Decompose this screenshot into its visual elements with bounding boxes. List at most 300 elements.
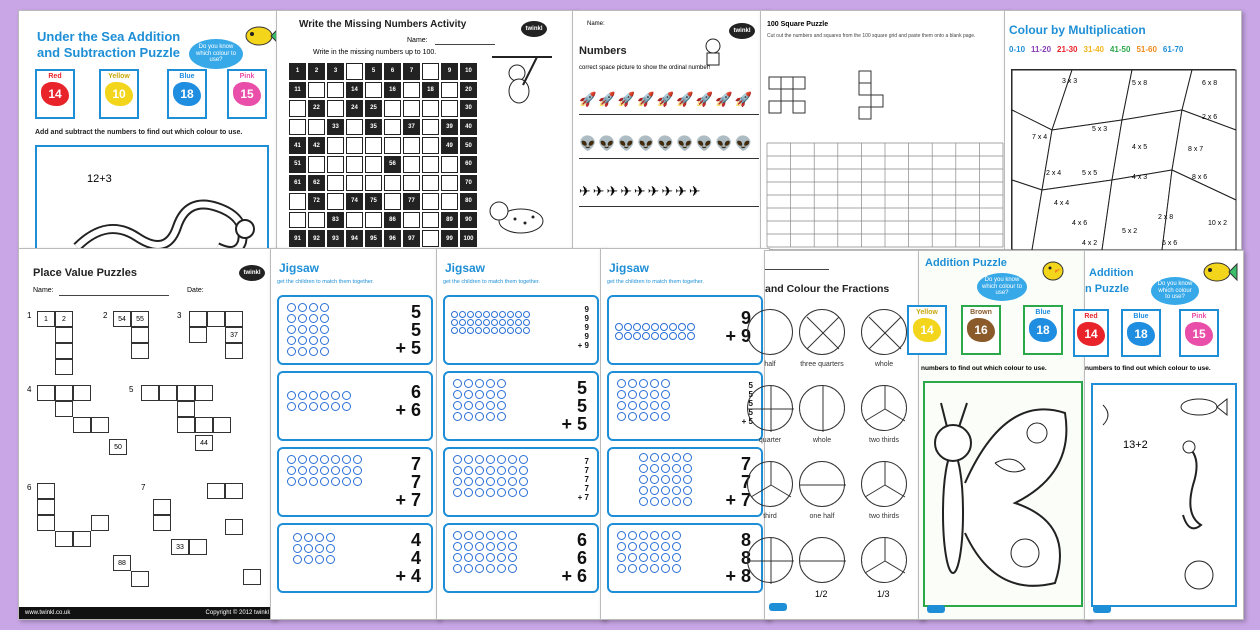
hundred-square-cell: 16 bbox=[384, 82, 401, 99]
hundred-square-cell: 7 bbox=[403, 63, 420, 80]
ordinal-name-label: Name: bbox=[587, 21, 605, 27]
hundred-square-grid bbox=[289, 63, 477, 247]
sea2-title-line2: n Puzzle bbox=[1085, 283, 1130, 295]
hundred-square-cell: 80 bbox=[460, 193, 477, 210]
worksheet-fractions[interactable] bbox=[758, 250, 924, 620]
mult-title: Colour by Multiplication bbox=[1009, 23, 1146, 37]
pv-cell bbox=[55, 385, 73, 401]
dot-group bbox=[453, 455, 528, 497]
hundred-square-cell: 61 bbox=[289, 175, 306, 192]
pv-cell bbox=[195, 417, 213, 433]
jigsaw-sum: 4 4 + 4 bbox=[395, 530, 421, 586]
hundred-square-cell[interactable] bbox=[365, 156, 382, 173]
hundred-square-cell[interactable] bbox=[422, 63, 439, 80]
sea-picture-frame bbox=[35, 145, 269, 255]
hundred-square-cell: 3 bbox=[327, 63, 344, 80]
fraction-label: whole bbox=[812, 437, 832, 444]
dot-group bbox=[451, 311, 530, 334]
hundred-square-cell: 94 bbox=[346, 230, 363, 247]
leopard-illustration bbox=[485, 191, 549, 241]
worksheet-jigsaw-2[interactable] bbox=[436, 248, 606, 620]
hundred-square-cell: 96 bbox=[384, 230, 401, 247]
pv-cell bbox=[131, 343, 149, 359]
pv-cell: 44 bbox=[195, 435, 213, 451]
hundred-square-cell[interactable] bbox=[403, 82, 420, 99]
hundred-square-cell: 50 bbox=[460, 137, 477, 154]
hundred-square-cell[interactable] bbox=[346, 156, 363, 173]
hundred-square-cell[interactable] bbox=[346, 63, 363, 80]
hundred-square-cell[interactable] bbox=[441, 175, 458, 192]
pv-cell bbox=[131, 571, 149, 587]
fraction-circle bbox=[861, 461, 907, 507]
dot-group bbox=[287, 391, 351, 411]
puzzle-number: 2 bbox=[103, 311, 108, 320]
pv-cell bbox=[189, 311, 207, 327]
hundred-square-cell[interactable] bbox=[308, 212, 325, 229]
jigsaw-row bbox=[607, 295, 763, 365]
puzzle-number: 3 bbox=[177, 311, 182, 320]
fraction-label: two thirds bbox=[869, 513, 899, 520]
missing-name-label: Name: bbox=[407, 37, 428, 44]
hundred-square-cell[interactable] bbox=[365, 175, 382, 192]
pv-cell: 37 bbox=[225, 327, 243, 343]
missing-name-line bbox=[435, 44, 495, 45]
pv-cell bbox=[225, 519, 243, 535]
fraction-circle bbox=[747, 537, 793, 583]
hundred-square-cell[interactable] bbox=[422, 100, 439, 117]
dot-group bbox=[453, 531, 517, 573]
hundred-square-cell[interactable] bbox=[327, 100, 344, 117]
hundred-square-cell: 95 bbox=[365, 230, 382, 247]
hundred-square-cell[interactable] bbox=[365, 137, 382, 154]
fish-icon bbox=[243, 23, 279, 49]
hundred-square-cell: 83 bbox=[327, 212, 344, 229]
hundred-square-cell: 1 bbox=[289, 63, 306, 80]
sea2-speech-bubble: Do you know which colour to use? bbox=[1151, 277, 1199, 305]
hundred-square-cell[interactable] bbox=[346, 175, 363, 192]
hundred-square-cell: 35 bbox=[365, 119, 382, 136]
mult-cell-label: 6 x 6 bbox=[1162, 240, 1178, 247]
hundred-square-cell: 22 bbox=[308, 100, 325, 117]
place-date-label: Date: bbox=[187, 287, 204, 294]
mult-cell-label: 4 x 4 bbox=[1054, 200, 1070, 207]
hundred-square-cell[interactable] bbox=[308, 156, 325, 173]
sea2-title-line1: Addition bbox=[1089, 267, 1134, 279]
mult-cell-label: 5 x 8 bbox=[1132, 80, 1148, 87]
hundred-square-cell: 97 bbox=[403, 230, 420, 247]
hundred-square-cell: 6 bbox=[384, 63, 401, 80]
puzzle-number: 5 bbox=[129, 385, 134, 394]
jigsaw-instruction: get the children to match them together. bbox=[443, 279, 540, 285]
pv-cell bbox=[195, 385, 213, 401]
sea-instruction: Add and subtract the numbers to find out which colour to use. bbox=[35, 129, 243, 136]
hundred-square-cell: 42 bbox=[308, 137, 325, 154]
pv-cell bbox=[177, 385, 195, 401]
mult-cell-label: 7 x 4 bbox=[1032, 134, 1048, 141]
sea2-instruction: numbers to find out which colour to use. bbox=[1085, 365, 1211, 372]
jigsaw-sum: 5 5 + 5 bbox=[561, 378, 587, 434]
ordinal-row-planes: ✈✈✈✈✈✈✈✈✈ bbox=[579, 183, 759, 207]
hundred-square-cell: 90 bbox=[460, 212, 477, 229]
mult-cell-label: 8 x 7 bbox=[1188, 146, 1204, 153]
place-name-line bbox=[59, 295, 169, 296]
jigsaw-row bbox=[443, 523, 599, 593]
pv-cell bbox=[131, 327, 149, 343]
puzzle-number: 1 bbox=[27, 311, 32, 320]
fraction-circle bbox=[799, 309, 845, 355]
butterfly-title: Addition Puzzle bbox=[925, 257, 1007, 269]
dot-group bbox=[293, 533, 335, 564]
pv-cell bbox=[153, 515, 171, 531]
mult-cell-label: 10 x 2 bbox=[1208, 220, 1228, 227]
fraction-circle bbox=[799, 461, 845, 507]
mult-range-label: 31-40 bbox=[1083, 45, 1104, 54]
worksheet-butterfly-puzzle[interactable] bbox=[918, 250, 1090, 620]
hundred-square-cell: 39 bbox=[441, 119, 458, 136]
pv-cell bbox=[159, 385, 177, 401]
hundred-square-cell[interactable] bbox=[441, 193, 458, 210]
hundred-square-cell: 89 bbox=[441, 212, 458, 229]
sea-title-line1: Under the Sea Addition bbox=[37, 29, 181, 44]
missing-instruction: Write in the missing numbers up to 100. bbox=[313, 49, 437, 56]
mult-cell-label: 4 x 5 bbox=[1132, 144, 1148, 151]
fraction-label: quarter bbox=[758, 437, 782, 444]
jigsaw-sum: 5 5 + 5 bbox=[395, 302, 421, 358]
jigsaw-sum: 7 7 + 7 bbox=[725, 454, 751, 510]
hundred-square-cell: 60 bbox=[460, 156, 477, 173]
hundred-square-cell: 14 bbox=[346, 82, 363, 99]
jigsaw-row bbox=[607, 523, 763, 593]
jigsaw-sum: 8 8 + 8 bbox=[725, 530, 751, 586]
fractions-name-line bbox=[765, 269, 829, 270]
ordinal-row-rockets: 🚀🚀🚀🚀🚀🚀🚀🚀🚀 bbox=[579, 91, 759, 115]
hundred-square-cell[interactable] bbox=[403, 156, 420, 173]
hundred-square-cell[interactable] bbox=[403, 100, 420, 117]
pv-cell: 54 bbox=[113, 311, 131, 327]
fraction-circle bbox=[861, 385, 907, 431]
hundred-square-cell: 100 bbox=[460, 230, 477, 247]
hundred-square-cell[interactable] bbox=[441, 82, 458, 99]
hundred-square-cell[interactable] bbox=[384, 119, 401, 136]
hundred-square-cell: 40 bbox=[460, 119, 477, 136]
hundred-square-cell: 77 bbox=[403, 193, 420, 210]
hundred-square-cell[interactable] bbox=[365, 212, 382, 229]
worksheet-sea-puzzle[interactable] bbox=[18, 10, 280, 250]
mult-cell-label: 8 x 6 bbox=[1192, 174, 1208, 181]
jigsaw-row bbox=[443, 447, 599, 517]
hundred-square-cell: 70 bbox=[460, 175, 477, 192]
pv-cell: 55 bbox=[131, 311, 149, 327]
pv-cell bbox=[177, 417, 195, 433]
fraction-circle bbox=[799, 537, 845, 583]
snake-illustration bbox=[67, 187, 267, 257]
puzzle-number: 7 bbox=[141, 483, 146, 492]
jigsaw-sum-small: 7 7 7 7 + 7 bbox=[577, 457, 589, 502]
hundred-square-cell[interactable] bbox=[289, 212, 306, 229]
mult-range-label: 21-30 bbox=[1057, 45, 1078, 54]
fraction-circle bbox=[861, 537, 907, 583]
hundred-square-cell[interactable] bbox=[384, 175, 401, 192]
colour-key-pink: Pink 15 bbox=[227, 69, 267, 119]
jigsaw-sum: 6 6 + 6 bbox=[561, 530, 587, 586]
pv-cell bbox=[37, 483, 55, 499]
pv-cell: 88 bbox=[113, 555, 131, 571]
mult-cell-label: 6 x 8 bbox=[1202, 80, 1218, 87]
hundred-square-cell: 49 bbox=[441, 137, 458, 154]
colour-key-blue: Blue 18 bbox=[167, 69, 207, 119]
pv-cell bbox=[225, 343, 243, 359]
worksheet-place-value-puzzles[interactable] bbox=[18, 248, 276, 620]
pv-cell bbox=[73, 531, 91, 547]
worksheet-jigsaw-1[interactable] bbox=[270, 248, 440, 620]
hundred-square-cell[interactable] bbox=[327, 137, 344, 154]
hundred-square-cell[interactable] bbox=[422, 212, 439, 229]
square-title: 100 Square Puzzle bbox=[767, 21, 829, 28]
pv-cell bbox=[55, 401, 73, 417]
worksheet-sea-addition-puzzle[interactable] bbox=[1084, 250, 1244, 620]
square-instruction: Cut out the numbers and squares from the 100 square grid and paste them onto a blank page. bbox=[767, 33, 976, 39]
hundred-square-cell[interactable] bbox=[422, 193, 439, 210]
hundred-square-cell: 91 bbox=[289, 230, 306, 247]
mult-cell-label: 2 x 6 bbox=[1202, 114, 1218, 121]
hundred-square-cell[interactable] bbox=[422, 230, 439, 247]
mult-range-label: 61-70 bbox=[1162, 45, 1184, 54]
hundred-square-cell[interactable] bbox=[441, 156, 458, 173]
hundred-square-cell[interactable] bbox=[403, 212, 420, 229]
hundred-square-cell[interactable] bbox=[308, 119, 325, 136]
fish-icon bbox=[1201, 259, 1237, 285]
twinkl-footer-logo bbox=[927, 605, 945, 613]
mosaic-shapes bbox=[1012, 70, 1236, 250]
footer-website[interactable]: www.twinkl.co.uk bbox=[25, 610, 71, 616]
twinkl-logo: twinkl bbox=[521, 21, 547, 37]
mult-range-label: 41-50 bbox=[1109, 45, 1131, 54]
dot-group bbox=[617, 531, 681, 573]
hundred-square-cell: 30 bbox=[460, 100, 477, 117]
place-footer bbox=[19, 607, 275, 619]
jigsaw-row bbox=[607, 447, 763, 517]
hundred-square-cell[interactable] bbox=[327, 82, 344, 99]
hundred-square-cell: 25 bbox=[365, 100, 382, 117]
place-title: Place Value Puzzles bbox=[33, 267, 137, 279]
butterfly-picture-frame bbox=[923, 381, 1083, 607]
hundred-square-cell[interactable] bbox=[327, 193, 344, 210]
twinkl-footer-logo bbox=[769, 603, 787, 611]
worksheet-jigsaw-3[interactable] bbox=[600, 248, 770, 620]
pv-cell bbox=[37, 515, 55, 531]
dot-group bbox=[617, 379, 670, 421]
dot-group bbox=[287, 455, 362, 486]
astronaut-illustration bbox=[701, 37, 725, 67]
pv-cell bbox=[91, 515, 109, 531]
hundred-square-cell[interactable] bbox=[289, 100, 306, 117]
ordinal-instruction: correct space picture to show the ordinal number! bbox=[579, 65, 711, 71]
mult-range-label: 11-20 bbox=[1031, 45, 1052, 54]
mult-cell-label: 4 x 6 bbox=[1072, 220, 1088, 227]
hundred-square-cell[interactable] bbox=[346, 119, 363, 136]
colour-key-blue: Blue 18 bbox=[1023, 305, 1063, 355]
pv-cell bbox=[55, 531, 73, 547]
colour-key-blue: Blue 18 bbox=[1121, 309, 1161, 357]
fraction-circle bbox=[747, 461, 793, 507]
pv-cell bbox=[91, 417, 109, 433]
pv-cell: 33 bbox=[171, 539, 189, 555]
hundred-square-cell[interactable] bbox=[289, 193, 306, 210]
puzzle-pieces bbox=[769, 71, 909, 141]
hundred-square-cell: 75 bbox=[365, 193, 382, 210]
hundred-square-cell: 62 bbox=[308, 175, 325, 192]
pv-cell bbox=[189, 539, 207, 555]
jigsaw-title: Jigsaw bbox=[609, 261, 650, 275]
hundred-square-cell: 72 bbox=[308, 193, 325, 210]
mult-range-label: 0-10 bbox=[1009, 45, 1026, 54]
twinkl-footer-logo bbox=[1093, 605, 1111, 613]
dot-group bbox=[453, 379, 506, 421]
hundred-square-cell: 20 bbox=[460, 82, 477, 99]
jigsaw-title: Jigsaw bbox=[279, 261, 320, 275]
worksheet-ordinal-numbers[interactable] bbox=[572, 10, 770, 250]
hundred-square-cell: 10 bbox=[460, 63, 477, 80]
bird-icon bbox=[1039, 255, 1067, 283]
colour-key-yellow: Yellow 10 bbox=[99, 69, 139, 119]
jigsaw-row bbox=[277, 371, 433, 441]
hundred-square-cell[interactable] bbox=[441, 100, 458, 117]
fraction-label: third bbox=[763, 513, 777, 520]
pv-cell bbox=[55, 343, 73, 359]
pv-cell: 2 bbox=[55, 311, 73, 327]
hundred-square-cell: 93 bbox=[327, 230, 344, 247]
hundred-square-cell[interactable] bbox=[346, 137, 363, 154]
fraction-half: 1/2 bbox=[815, 589, 828, 599]
mult-cell-label: 2 x 4 bbox=[1046, 170, 1062, 177]
fraction-third: 1/3 bbox=[877, 589, 890, 599]
hundred-square-cell[interactable] bbox=[422, 119, 439, 136]
hundred-square-cell[interactable] bbox=[403, 175, 420, 192]
pv-cell bbox=[73, 417, 91, 433]
hundred-square-cell: 41 bbox=[289, 137, 306, 154]
fraction-circle bbox=[747, 309, 793, 355]
twinkl-logo: twinkl bbox=[239, 265, 265, 281]
worksheet-missing-numbers[interactable] bbox=[276, 10, 578, 250]
butterfly-instruction: numbers to find out which colour to use. bbox=[921, 365, 1047, 372]
hundred-square-cell: 51 bbox=[289, 156, 306, 173]
hundred-square-cell: 99 bbox=[441, 230, 458, 247]
fraction-circle bbox=[861, 309, 907, 355]
hundred-square-cell: 2 bbox=[308, 63, 325, 80]
ordinal-row-aliens: 👽👽👽👽👽👽👽👽👽 bbox=[579, 135, 759, 159]
pv-cell bbox=[55, 359, 73, 375]
mult-cell-label: 2 x 8 bbox=[1158, 214, 1174, 221]
colour-key-red: Red 14 bbox=[35, 69, 75, 119]
fraction-label: three quarters bbox=[800, 361, 844, 368]
fraction-label: whole bbox=[874, 361, 894, 368]
pv-cell bbox=[189, 327, 207, 343]
colour-key-red: Red 14 bbox=[1073, 309, 1109, 357]
jigsaw-sum: 7 7 + 7 bbox=[395, 454, 421, 510]
jigsaw-instruction: get the children to match them together. bbox=[607, 279, 704, 285]
sea-speech-bubble: Do you know which colour to use? bbox=[189, 39, 243, 69]
twinkl-logo: twinkl bbox=[729, 23, 755, 39]
butterfly-speech-bubble: Do you know which colour to use? bbox=[977, 273, 1027, 301]
jigsaw-row bbox=[443, 371, 599, 441]
jigsaw-row bbox=[443, 295, 599, 365]
pv-cell: 1 bbox=[37, 311, 55, 327]
jigsaw-title: Jigsaw bbox=[445, 261, 486, 275]
monkey-illustration bbox=[487, 51, 557, 111]
pv-cell bbox=[37, 499, 55, 515]
hundred-square-cell: 9 bbox=[441, 63, 458, 80]
mult-cell-label: 4 x 3 bbox=[1132, 174, 1148, 181]
hundred-square-cell[interactable] bbox=[384, 100, 401, 117]
hundred-square-cell[interactable] bbox=[289, 119, 306, 136]
hundred-square-cell: 24 bbox=[346, 100, 363, 117]
jigsaw-row bbox=[277, 295, 433, 365]
hundred-square-cell[interactable] bbox=[403, 137, 420, 154]
colour-key-yellow: Yellow 14 bbox=[907, 305, 947, 355]
hundred-square-cell: 11 bbox=[289, 82, 306, 99]
pv-cell bbox=[37, 385, 55, 401]
hundred-square-cell: 92 bbox=[308, 230, 325, 247]
fraction-circle bbox=[799, 385, 845, 431]
pv-cell bbox=[207, 483, 225, 499]
colour-key-pink: Pink 15 bbox=[1179, 309, 1219, 357]
ordinal-title: Numbers bbox=[579, 45, 627, 57]
pv-cell: 50 bbox=[109, 439, 127, 455]
hundred-square-cell[interactable] bbox=[346, 212, 363, 229]
fraction-label: one half bbox=[809, 513, 835, 520]
hundred-square-cell: 37 bbox=[403, 119, 420, 136]
mult-range-key bbox=[1009, 45, 1183, 54]
missing-title: Write the Missing Numbers Activity bbox=[299, 19, 467, 30]
hundred-square-cell[interactable] bbox=[327, 156, 344, 173]
hundred-square-cell[interactable] bbox=[308, 82, 325, 99]
hundred-square-cell: 74 bbox=[346, 193, 363, 210]
pv-cell bbox=[225, 311, 243, 327]
hundred-square-cell[interactable] bbox=[422, 137, 439, 154]
blank-hundred-grid bbox=[767, 143, 1003, 247]
worksheet-colour-by-multiplication[interactable] bbox=[1004, 10, 1242, 250]
hundred-square-cell[interactable] bbox=[422, 156, 439, 173]
jigsaw-sum-small: 5 5 5 5 + 5 bbox=[741, 381, 753, 426]
pv-cell bbox=[243, 569, 261, 585]
sea-sum-label: 12+3 bbox=[87, 173, 112, 185]
hundred-square-cell[interactable] bbox=[384, 193, 401, 210]
dot-group bbox=[287, 303, 329, 356]
jigsaw-sum: 9 + 9 bbox=[725, 308, 751, 346]
fraction-circle bbox=[747, 385, 793, 431]
sea2-picture-frame bbox=[1091, 383, 1237, 607]
pv-cell bbox=[225, 483, 243, 499]
pv-cell bbox=[153, 499, 171, 515]
hundred-square-cell[interactable] bbox=[384, 137, 401, 154]
jigsaw-row bbox=[607, 371, 763, 441]
hundred-square-cell[interactable] bbox=[365, 82, 382, 99]
hundred-square-cell[interactable] bbox=[422, 175, 439, 192]
sea2-sum-label: 13+2 bbox=[1123, 439, 1148, 451]
pv-cell bbox=[213, 417, 231, 433]
hundred-square-cell: 56 bbox=[384, 156, 401, 173]
hundred-square-cell: 33 bbox=[327, 119, 344, 136]
pv-cell bbox=[55, 327, 73, 343]
colour-key-brown: Brown 16 bbox=[961, 305, 1001, 355]
worksheet-100-square-puzzle[interactable] bbox=[760, 10, 1010, 250]
fractions-title: and Colour the Fractions bbox=[765, 283, 890, 295]
jigsaw-sum-small: 9 9 9 9 + 9 bbox=[577, 305, 589, 350]
mult-cell-label: 5 x 5 bbox=[1082, 170, 1098, 177]
hundred-square-cell[interactable] bbox=[327, 175, 344, 192]
pv-cell bbox=[141, 385, 159, 401]
mult-cell-label: 5 x 3 bbox=[1092, 126, 1108, 133]
